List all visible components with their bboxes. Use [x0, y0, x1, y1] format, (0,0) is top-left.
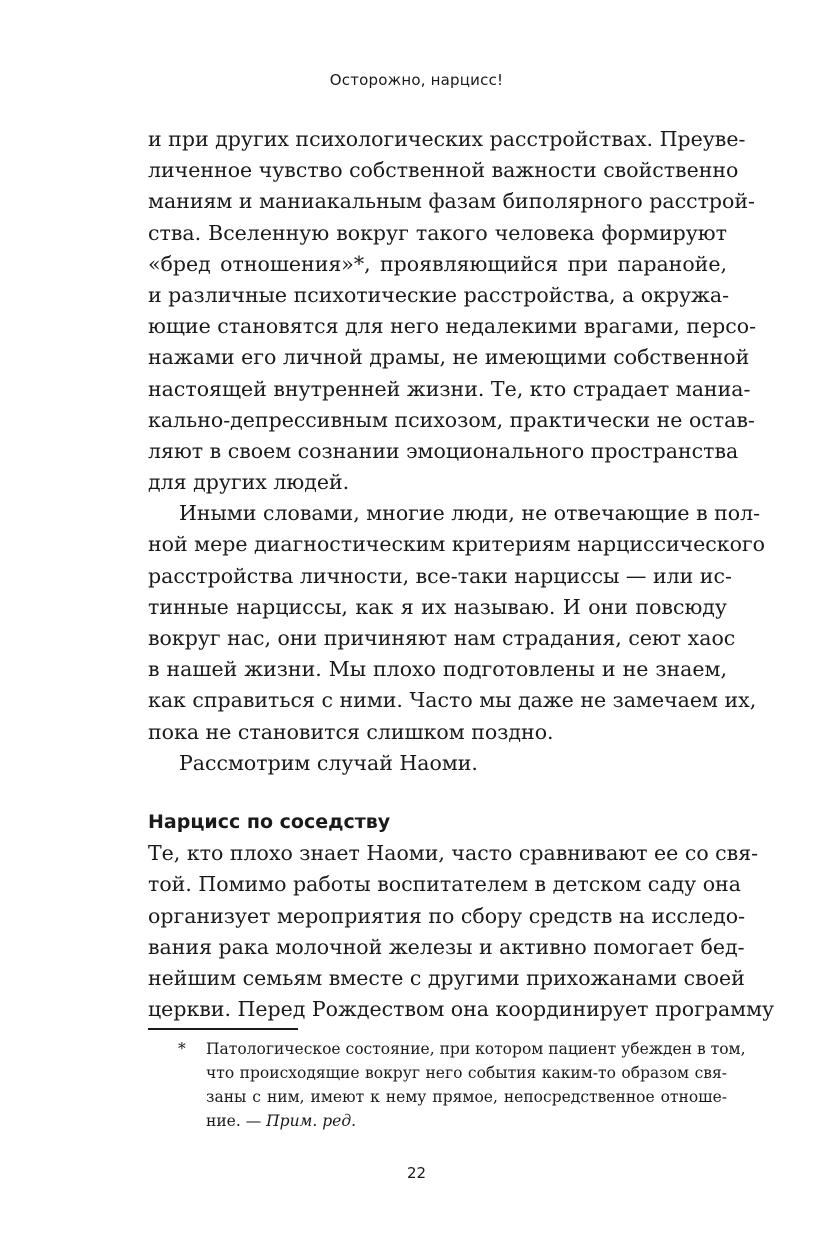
- section-heading: Нарцисс по соседству: [148, 810, 391, 833]
- text-line: вания рака молочной железы и активно помогает бед-: [148, 934, 745, 959]
- text-line: в нашей жизни. Мы плохо подготовлены и не знаем,: [148, 657, 727, 682]
- footnote-last-text: ние. —: [206, 1112, 267, 1130]
- footnote-line: [148, 1109, 727, 1133]
- text-line: и при других психологических расстройствах. Преуве-: [148, 127, 746, 151]
- text-line: настоящей внутренней жизни. Те, кто страдает маниа-: [148, 376, 751, 401]
- footnote-mark: *: [178, 1040, 186, 1058]
- text-line: «бред отношения»*, проявляющийся при паранойе,: [148, 251, 727, 276]
- text-line: Иными словами, многие люди, не отвечающие в пол-: [179, 501, 761, 526]
- footnote-line: заны с ним, имеют к нему прямое, непосредственное отноше-: [206, 1088, 727, 1106]
- text-line: и различные психотические расстройства, а окружа-: [148, 282, 730, 307]
- footnote-line: что происходящие вокруг него события каким-то образом свя-: [206, 1064, 727, 1082]
- text-line: ной мере диагностическим критериям нарциссического: [148, 532, 766, 557]
- text-line: личенное чувство собственной важности свойственно: [148, 158, 739, 183]
- text-line: пока не становится слишком поздно.: [148, 719, 554, 744]
- paragraph-3: [148, 748, 727, 779]
- text-line: кально-депрессивным психозом, практически не остав-: [148, 407, 755, 432]
- text-line: ющие становятся для него недалекими врагами, персо-: [148, 314, 757, 339]
- text-line: как справиться с ними. Часто мы даже не замечаем их,: [148, 688, 757, 713]
- main-text: [148, 124, 775, 1025]
- text-line: тинные нарциссы, как я их называю. И они повсюду: [148, 594, 727, 619]
- text-line: Те, кто плохо знает Наоми, часто сравнивают ее со свя-: [148, 841, 759, 866]
- text-line: Рассмотрим случай Наоми.: [179, 750, 478, 775]
- text-line: той. Помимо работы воспитателем в детском саду она: [148, 872, 741, 897]
- paragraph-4: [148, 838, 775, 1025]
- text-line: ляют в своем сознании эмоционального пространства: [148, 438, 739, 463]
- text-line: нейшим семьям вместе с другими прихожанами своей: [148, 965, 745, 990]
- text-line: церкви. Перед Рождеством она координирует программу: [148, 997, 775, 1022]
- footnote: [148, 1037, 746, 1133]
- text-line: организует мероприятия по сбору средств на исследо-: [148, 903, 746, 928]
- text-line: для других людей.: [148, 470, 350, 495]
- page-number: 22: [406, 1164, 427, 1182]
- text-line: нажами его личной драмы, не имеющими собственной: [148, 345, 750, 370]
- editor-note: Прим. ред.: [266, 1112, 357, 1130]
- running-head: Осторожно, нарцисс!: [329, 71, 504, 89]
- text-line: маниям и маниакальным фазам биполярного расстрой-: [148, 189, 755, 214]
- footnote-divider: [148, 1028, 298, 1030]
- footnote-line: Патологическое состояние, при котором пациент убежден в том,: [206, 1040, 746, 1058]
- text-line: вокруг нас, они причиняют нам страдания, сеют хаос: [148, 626, 736, 650]
- paragraph-1: [148, 124, 757, 498]
- text-line: расстройства личности, все-таки нарциссы — или ис-: [148, 563, 732, 588]
- paragraph-2: [148, 498, 766, 748]
- text-line: ства. Вселенную вокруг такого человека формируют: [148, 220, 727, 245]
